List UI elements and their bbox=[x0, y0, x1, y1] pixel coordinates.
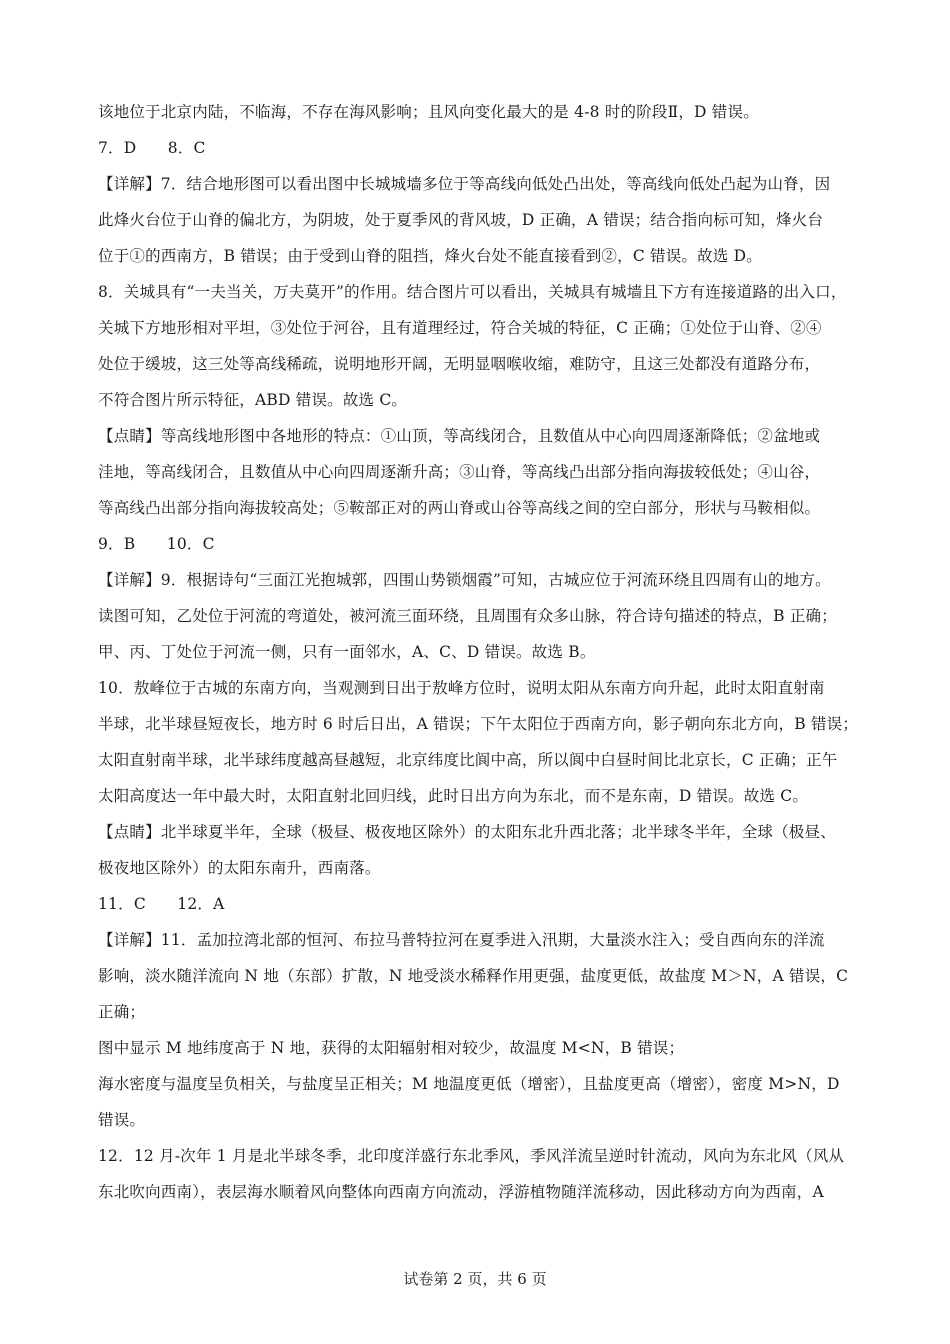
text-line: 洼地，等高线闭合，且数值从中心向四周逐渐升高；③山脊，等高线凸出部分指向海拔较低处；④山谷， bbox=[98, 463, 821, 481]
text-line: 读图可知，乙处位于河流的弯道处，被河流三面环绕，且周围有众多山脉，符合诗句描述的特点，B 正确； bbox=[98, 607, 837, 625]
text-line: 甲、丙、丁处位于河流一侧，只有一面邻水，A、C、D 错误。故选 B。 bbox=[98, 643, 596, 661]
text-line: 处位于缓坡，这三处等高线稀疏，说明地形开阔，无明显咽喉收缩，难防守，且这三处都没有道路分布， bbox=[98, 355, 821, 373]
document-body bbox=[98, 94, 858, 1210]
text-line: 太阳直射南半球，北半球纬度越高昼越短，北京纬度比阆中高，所以阆中白昼时间比北京长，C 正确；正午 bbox=[98, 751, 838, 769]
answer-line: 7．D 8．C bbox=[98, 139, 206, 157]
text-line: 此烽火台位于山脊的偏北方，为阴坡，处于夏季风的背风坡，D 正确，A 错误；结合指向标可知，烽火台 bbox=[98, 211, 824, 229]
text-line: 海水密度与温度呈负相关，与盐度呈正相关；M 地温度更低（增密），且盐度更高（增密），密度 M>N，D bbox=[98, 1075, 840, 1093]
text-line: 10．敖峰位于古城的东南方向，当观测到日出于敖峰方位时，说明太阳从东南方向升起，此时太阳直射南 bbox=[98, 679, 825, 697]
answer-line: 11．C 12．A bbox=[98, 895, 225, 913]
text-line: 东北吹向西南），表层海水顺着风向整体向西南方向流动，浮游植物随洋流移动，因此移动方向为西南，A bbox=[98, 1183, 824, 1201]
text-line: 等高线凸出部分指向海拔较高处；⑤鞍部正对的两山脊或山谷等高线之间的空白部分，形状与马鞍相似。 bbox=[98, 499, 821, 517]
answer-line: 9．B 10．C bbox=[98, 535, 215, 553]
text-line: 不符合图片所示特征，ABD 错误。故选 C。 bbox=[98, 391, 408, 409]
text-line: 8．关城具有“一夫当关，万夫莫开”的作用。结合图片可以看出，关城具有城墙且下方有连接道路的出入口， bbox=[98, 283, 847, 301]
text-line: 影响，淡水随洋流向 N 地（东部）扩散，N 地受淡水稀释作用更强，盐度更低，故盐度 M＞N，A 错误，C bbox=[98, 967, 849, 985]
text-line: 【详解】7．结合地形图可以看出图中长城城墙多位于等高线向低处凸出处，等高线向低处凸起为山脊，因 bbox=[98, 175, 831, 193]
text-line: 图中显示 M 地纬度高于 N 地，获得的太阳辐射相对较少，故温度 M<N，B 错误； bbox=[98, 1039, 685, 1057]
text-line: 【点睛】等高线地形图中各地形的特点：①山顶，等高线闭合，且数值从中心向四周逐渐降低；②盆地或 bbox=[98, 427, 821, 445]
text-line: 半球，北半球昼短夜长，地方时 6 时后日出，A 错误；下午太阳位于西南方向，影子朝向东北方向，B 错误； bbox=[98, 715, 859, 733]
text-line: 太阳高度达一年中最大时，太阳直射北回归线，此时日出方向为东北，而不是东南，D 错误。故选 C。 bbox=[98, 787, 809, 805]
text-line: 【点睛】北半球夏半年，全球（极昼、极夜地区除外）的太阳东北升西北落；北半球冬半年，全球（极昼、 bbox=[98, 823, 836, 841]
text-line: 【详解】9．根据诗句“三面江光抱城郭，四围山势锁烟霞”可知，古城应位于河流环绕且四周有山的地方。 bbox=[98, 571, 831, 589]
text-line: 12．12 月-次年 1 月是北半球冬季，北印度洋盛行东北季风，季风洋流呈逆时针流动，风向为东北风（风从 bbox=[98, 1147, 845, 1165]
text-line: 极夜地区除外）的太阳东南升，西南落。 bbox=[98, 859, 381, 877]
text-line: 关城下方地形相对平坦，③处位于河谷，且有道理经过，符合关城的特征，C 正确；①处位于山脊、②④ bbox=[98, 319, 822, 337]
text-line: 【详解】11．孟加拉湾北部的恒河、布拉马普特拉河在夏季进入汛期，大量淡水注入；受自西向东的洋流 bbox=[98, 931, 825, 949]
text-line: 该地位于北京内陆，不临海，不存在海风影响；且风向变化最大的是 4-8 时的阶段Ⅱ，D 错误。 bbox=[98, 103, 759, 121]
text-line: 错误。 bbox=[98, 1111, 146, 1129]
text-line: 正确； bbox=[98, 1003, 146, 1021]
text-line: 位于①的西南方，B 错误；由于受到山脊的阻挡，烽火台处不能直接看到②，C 错误。故选 D。 bbox=[98, 247, 762, 265]
page-footer: 试卷第 2 页，共 6 页 bbox=[403, 1270, 547, 1288]
